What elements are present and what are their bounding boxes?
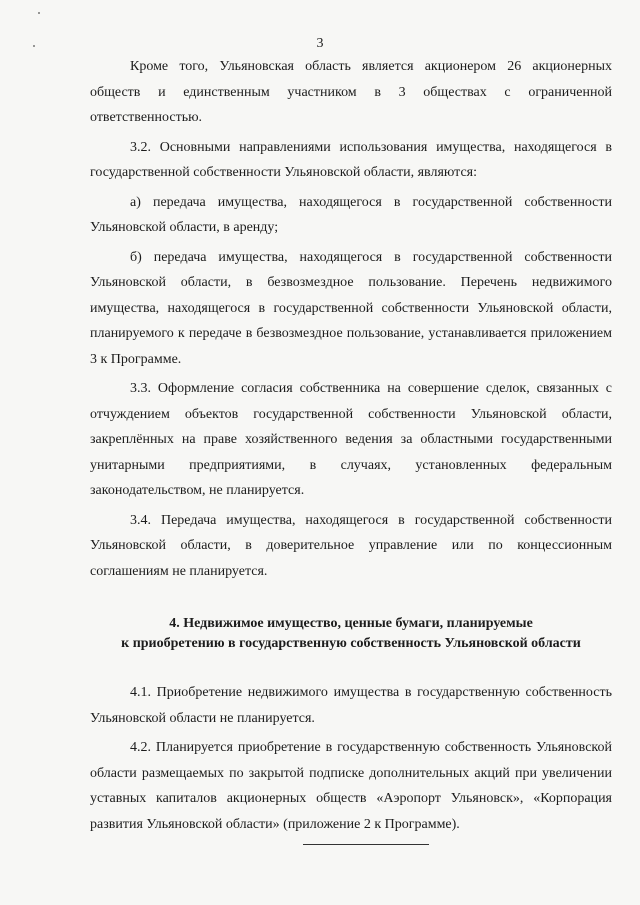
paragraph-3-2-b: б) передача имущества, находящегося в государственной собственности Ульяновской области, в безвозмездное пользование. Перечень недвижимого имущества, находящегося в государственной собственности Ульяновской области, планируемого к передаче в безвозмездное пользование, устанавливается приложением 3 к Программе. [90, 249, 612, 367]
paragraph-3-3: 3.3. Оформление согласия собственника на совершение сделок, связанных с отчуждением объектов государственной собственности Ульяновской области, закреплённых на праве хозяйственного ведения за областными государственными унитарными предприятиями, в случаях, установленных федеральным законодательством, не планируется. [90, 381, 612, 498]
section-heading-line2: к приобретению в государственную собственность Ульяновской области [121, 636, 581, 651]
closing-rule [303, 844, 429, 845]
document-body [90, 54, 612, 837]
paragraph-4-1: 4.1. Приобретение недвижимого имущества в государственную собственность Ульяновской области не планируется. [90, 685, 612, 726]
section-heading-line1: 4. Недвижимое имущество, ценные бумаги, планируемые [169, 616, 533, 631]
paragraph-4-2: 4.2. Планируется приобретение в государственную собственность Ульяновской области размещаемых по закрытой подписке дополнительных акций при увеличении уставных капиталов акционерных обществ «Аэропорт Ульяновск», «Корпорация развития Ульяновской области» (приложение 2 к Программе). [90, 740, 612, 832]
paragraph-3-4: 3.4. Передача имущества, находящегося в государственной собственности Ульяновской области, в доверительное управление или по концессионным соглашениям не планируется. [90, 512, 612, 579]
section-heading-4 [90, 614, 612, 654]
paragraph-shareholder: Кроме того, Ульяновская область является акционером 26 акционерных обществ и единственным участником в 3 обществах с ограниченной ответственностью. [90, 59, 612, 125]
page-number: 3 [316, 36, 324, 51]
scan-speck [38, 12, 40, 14]
paragraph-3-2: 3.2. Основными направлениями использования имущества, находящегося в государственной собственности Ульяновской области, являются: [90, 139, 612, 180]
paragraph-3-2-a: а) передача имущества, находящегося в государственной собственности Ульяновской области, в аренду; [90, 194, 612, 235]
